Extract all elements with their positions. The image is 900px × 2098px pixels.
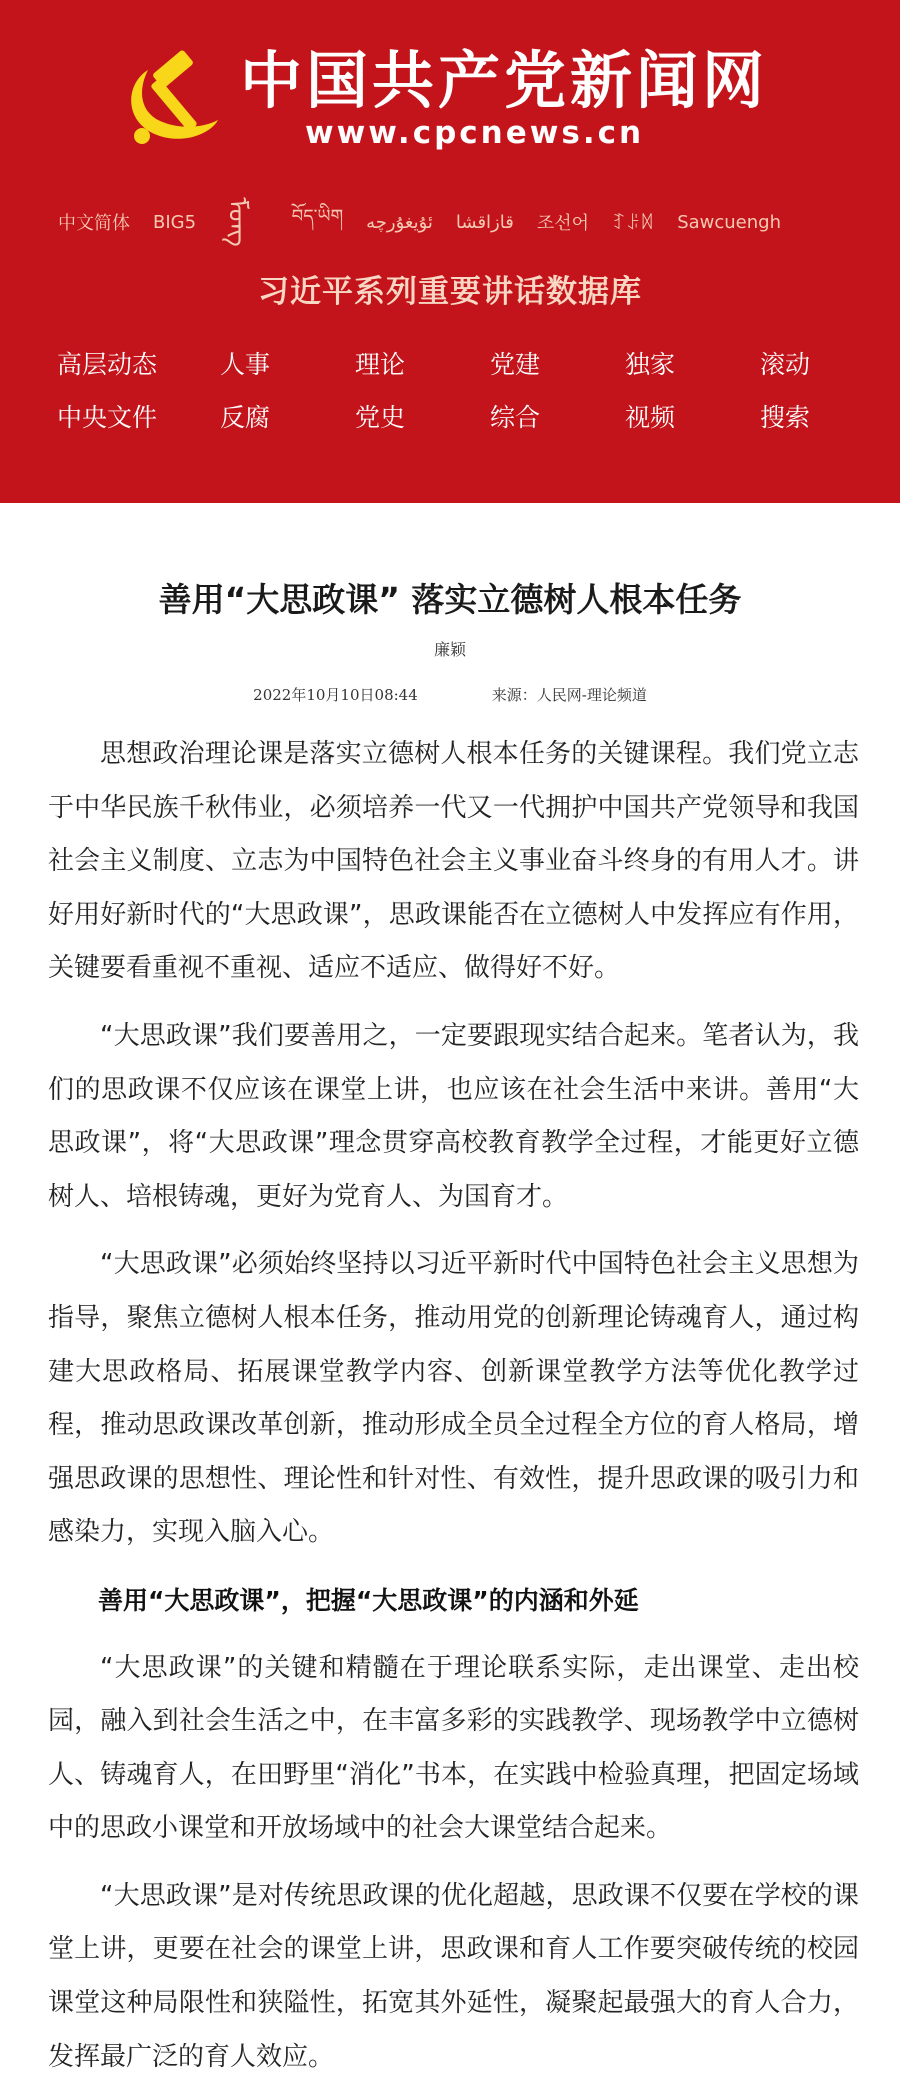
language-bar bbox=[58, 197, 848, 247]
nav-item[interactable]: 理论 bbox=[355, 349, 406, 379]
article-paragraph: “大思政课”是对传统思政课的优化超越，思政课不仅要在学校的课堂上讲，更要在社会的课堂上讲，思政课和育人工作要突破传统的校园课堂这种局限性和狭隘性，拓宽其外延性，凝聚起最强大的育人合力，发挥最广泛的育人效应。 bbox=[48, 1880, 859, 2072]
article-body bbox=[48, 728, 859, 2098]
lang-uyghur[interactable]: ئۇيغۇرچە bbox=[366, 211, 433, 233]
lang-kazakh[interactable]: قازاقشا bbox=[455, 211, 514, 233]
lang-zhuang[interactable]: Sawcuengh bbox=[677, 211, 782, 233]
nav-item[interactable]: 视频 bbox=[625, 402, 676, 432]
lang-simplified[interactable]: 中文简体 bbox=[58, 213, 130, 234]
speech-database-link[interactable]: 习近平系列重要讲话数据库 bbox=[258, 274, 642, 310]
nav-item[interactable]: 搜索 bbox=[760, 402, 811, 432]
article-paragraph: “大思政课”的关键和精髓在于理论联系实际，走出课堂、走出校园，融入到社会生活之中，在丰富多彩的实践教学、现场教学中立德树人、铸魂育人，在田野里“消化”书本，在实践中检验真理，把固定场域中的思政小课堂和开放场域中的社会大课堂结合起来。 bbox=[48, 1652, 859, 1844]
nav-item[interactable]: 综合 bbox=[490, 402, 541, 432]
lang-yi[interactable]: ꆈꌠꉙ bbox=[612, 212, 655, 234]
nav-item[interactable]: 党建 bbox=[490, 349, 541, 379]
nav-item[interactable]: 高层动态 bbox=[57, 349, 158, 379]
article-meta bbox=[0, 684, 900, 705]
nav-item[interactable]: 中央文件 bbox=[57, 402, 158, 432]
nav-item[interactable]: 滚动 bbox=[760, 349, 811, 379]
article-paragraph: 思想政治理论课是落实立德树人根本任务的关键课程。我们党立志于中华民族千秋伟业，必须培养一代又一代拥护中国共产党领导和我国社会主义制度、立志为中国特色社会主义事业奋斗终身的有用人才。讲好用好新时代的“大思政课”，思政课能否在立德树人中发挥应有作用，关键要看重视不重视、适应不适应、做得好不好。 bbox=[48, 739, 859, 984]
lang-big5[interactable]: BIG5 bbox=[153, 211, 197, 233]
lang-korean[interactable]: 조선어 bbox=[536, 213, 590, 234]
nav-item[interactable]: 独家 bbox=[625, 349, 676, 379]
lang-mongolian[interactable]: ᠮᠣᠩ bbox=[221, 197, 252, 247]
site-header bbox=[0, 0, 900, 503]
section-heading: 善用“大思政课”，把握“大思政课”的内涵和外延 bbox=[98, 1585, 639, 1615]
lang-tibetan[interactable]: བོད་ཡིག bbox=[291, 206, 344, 227]
nav-item[interactable]: 反腐 bbox=[220, 402, 271, 432]
site-name[interactable]: 中国共产党新闻网 bbox=[240, 44, 769, 117]
article-paragraph: “大思政课”我们要善用之，一定要跟现实结合起来。笔者认为，我们的思政课不仅应该在课堂上讲，也应该在社会生活中来讲。善用“大思政课”，将“大思政课”理念贯穿高校教育教学全过程，才能更好立德树人、培根铸魂，更好为党育人、为国育才。 bbox=[48, 1020, 859, 1212]
article-datetime: 2022年10月10日08:44 bbox=[253, 686, 418, 704]
nav-row-2 bbox=[57, 389, 857, 442]
site-url[interactable]: www.cpcnews.cn bbox=[305, 115, 645, 151]
nav-row-1 bbox=[57, 336, 857, 389]
hammer-sickle-icon[interactable] bbox=[118, 50, 228, 150]
article-paragraph: “大思政课”必须始终坚持以习近平新时代中国特色社会主义思想为指导，聚焦立德树人根本任务，推动用党的创新理论铸魂育人，通过构建大思政格局、拓展课堂教学内容、创新课堂教学方法等优化教学过程，推动思政课改革创新，推动形成全员全过程全方位的育人格局，增强思政课的思想性、理论性和针对性、有效性，提升思政课的吸引力和感染力，实现入脑入心。 bbox=[48, 1249, 859, 1548]
article-author: 廉颖 bbox=[433, 640, 466, 659]
nav-item[interactable]: 党史 bbox=[355, 402, 406, 432]
main-nav bbox=[57, 336, 857, 442]
nav-item[interactable]: 人事 bbox=[220, 349, 271, 379]
article-source[interactable]: 来源：人民网-理论频道 bbox=[491, 686, 647, 704]
article-title: 善用“大思政课” 落实立德树人根本任务 bbox=[158, 580, 742, 620]
